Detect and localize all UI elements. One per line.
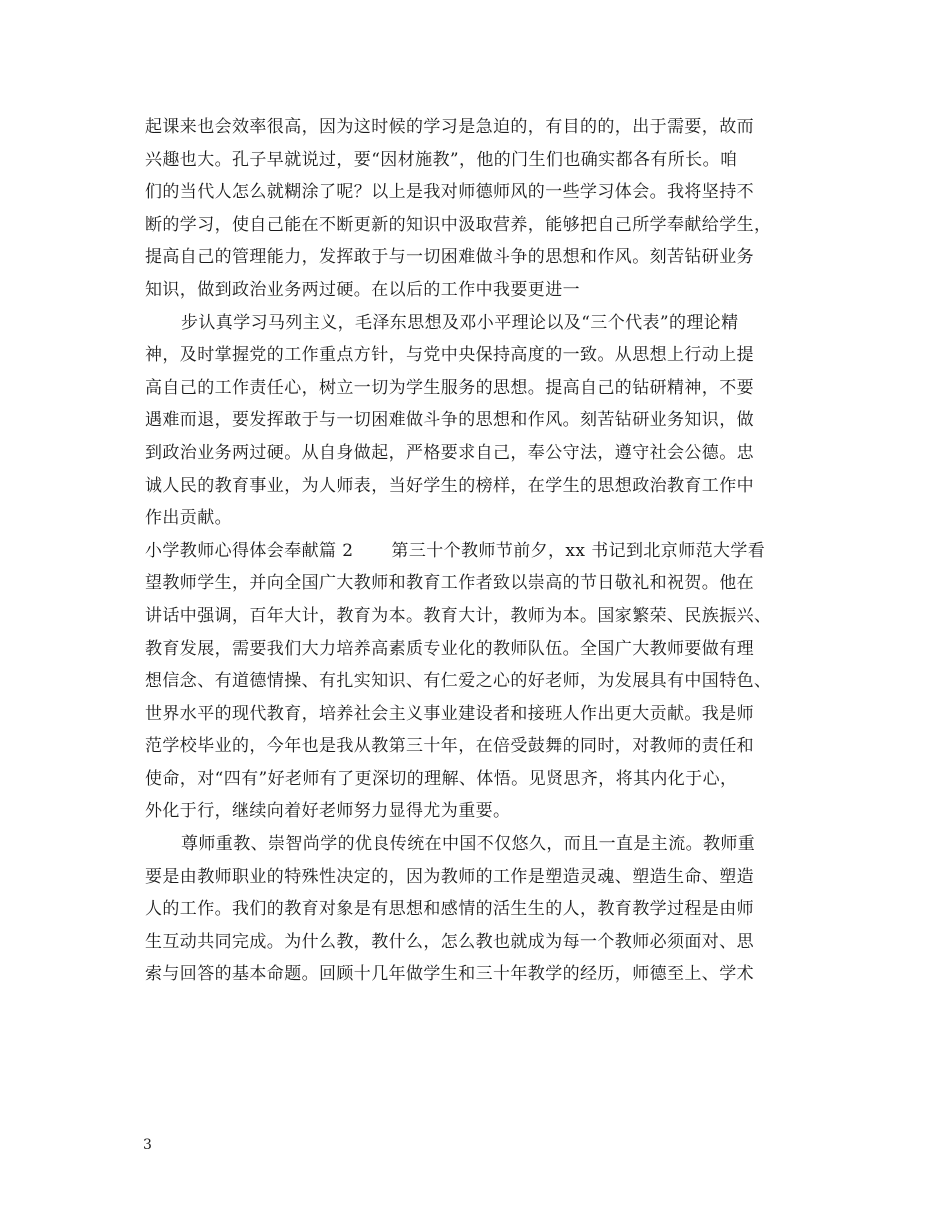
text-line: 望教师学生，并向全国广大教师和教育工作者致以崇高的节日敬礼和祝贺。他在 — [145, 573, 754, 594]
text-line: 神，及时掌握党的工作重点方针，与党中央保持高度的一致。从思想上行动上提 — [145, 345, 754, 366]
text-line: 诚人民的教育事业，为人师表，当好学生的榜样，在学生的思想政治教育工作中 — [145, 475, 754, 496]
body-text — [145, 111, 815, 991]
text-line: 遇难而退，要发挥敢于与一切困难做斗争的思想和作风。刻苦钻研业务知识，做 — [145, 410, 754, 431]
text-line: 外化于行，继续向着好老师努力显得尤为重要。 — [145, 801, 511, 822]
text-line: 使命，对“四有”好老师有了更深切的理解、体悟。见贤思齐，将其内化于心， — [145, 768, 738, 789]
text-line: 起课来也会效率很高，因为这时候的学习是急迫的，有目的的，出于需要，故而 — [145, 117, 754, 137]
text-line: 世界水平的现代教育，培养社会主义事业建设者和接班人作出更大贡献。我是师 — [145, 703, 754, 724]
text-line: 想信念、有道德情操、有扎实知识、有仁爱之心的好老师，为发展具有中国特色、 — [145, 671, 772, 692]
text-line: 断的学习，使自己能在不断更新的知识中汲取营养，能够把自己所学奉献给学生， — [145, 214, 772, 235]
text-line: 人的工作。我们的教育对象是有思想和感情的活生生的人，教育教学过程是由师 — [145, 899, 754, 920]
text-line: 第三十个教师节前夕，xx 书记到北京师范大学看 — [391, 540, 766, 561]
text-line: 教育发展，需要我们大力培养高素质专业化的教师队伍。全国广大教师要做有理 — [145, 638, 754, 659]
page-number: 3 — [143, 1137, 152, 1153]
section-heading: 小学教师心得体会奉献篇 2 — [145, 540, 354, 561]
text-line: 步认真学习马列主义，毛泽东思想及邓小平理论以及“三个代表”的理论精 — [181, 312, 739, 333]
text-line: 作出贡献。 — [145, 508, 232, 529]
text-line: 生互动共同完成。为什么教，教什么，怎么教也就成为每一个教师必须面对、思 — [145, 931, 754, 952]
text-line: 兴趣也大。孔子早就说过，要“因材施教”，他的门生们也确实都各有所长。咱 — [145, 149, 738, 170]
text-line: 讲话中强调，百年大计，教育为本。教育大计，教师为本。国家繁荣、民族振兴、 — [145, 605, 772, 626]
text-line: 范学校毕业的，今年也是我从教第三十年，在倍受鼓舞的同时，对教师的责任和 — [145, 736, 754, 757]
text-line: 提高自己的管理能力，发挥敢于与一切困难做斗争的思想和作风。刻苦钻研业务 — [145, 247, 754, 268]
text-line: 知识，做到政治业务两过硬。在以后的工作中我要更进一 — [145, 279, 580, 300]
text-line: 要是由教师职业的特殊性决定的，因为教师的工作是塑造灵魂、塑造生命、塑造 — [145, 866, 754, 887]
text-line: 尊师重教、崇智尚学的优良传统在中国不仅悠久，而且一直是主流。教师重 — [181, 834, 756, 855]
text-line: 高自己的工作责任心，树立一切为学生服务的思想。提高自己的钻研精神，不要 — [145, 377, 754, 398]
text-line: 到政治业务两过硬。从自身做起，严格要求自己，奉公守法，遵守社会公德。忠 — [145, 442, 754, 463]
text-line: 们的当代人怎么就糊涂了呢？以上是我对师德师风的一些学习体会。我将坚持不 — [145, 182, 754, 203]
section-heading-line — [145, 535, 815, 568]
text-line: 索与回答的基本命题。回顾十几年做学生和三十年教学的经历，师德至上、学术 — [145, 964, 754, 985]
